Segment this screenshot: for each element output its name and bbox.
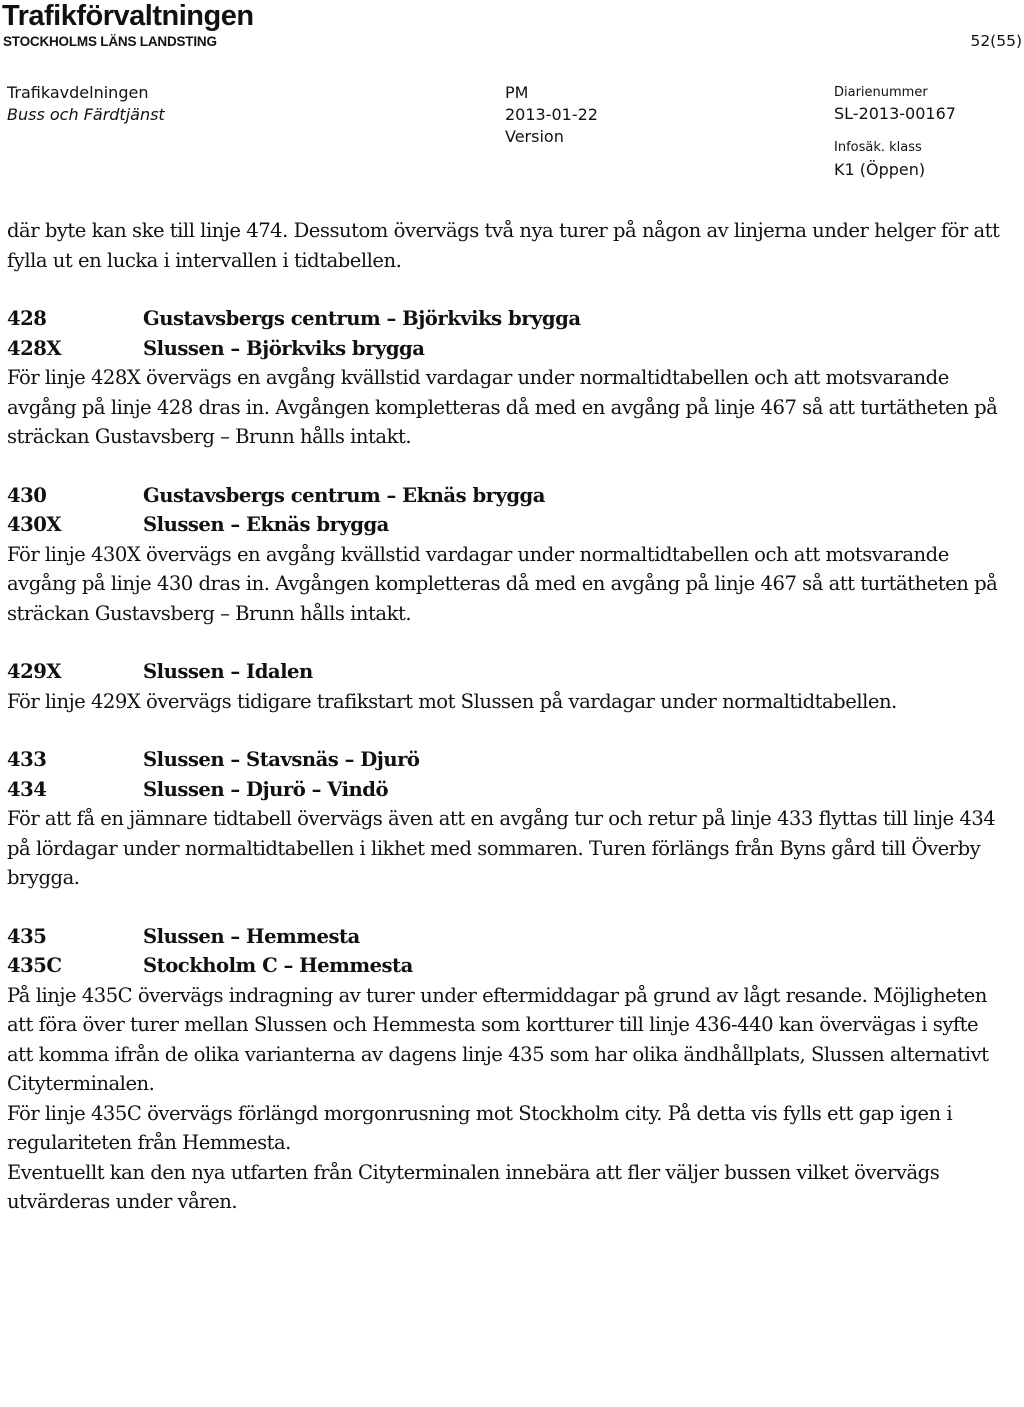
line-route: Slussen – Stavsnäs – Djurö: [143, 748, 420, 771]
line-route: Gustavsbergs centrum – Eknäs brygga: [143, 483, 545, 507]
department-name: Trafikavdelningen: [7, 83, 149, 102]
section-paragraph: För linje 428X övervägs en avgång kvällstid vardagar under normaltidtabellen och att motsvarande avgång på linje 428 dras in. Avgången kompletteras då med en avgång på linje 467 så att turtätheten på sträckan Gustavsberg – Brunn hålls intakt.: [7, 366, 998, 448]
route-section-430: [7, 481, 1007, 629]
line-number: 430: [7, 483, 47, 507]
line-route: Slussen – Idalen: [143, 660, 313, 683]
line-route: Slussen – Björkviks brygga: [143, 336, 425, 360]
line-route: Slussen – Eknäs brygga: [143, 513, 389, 536]
section-paragraph: För linje 430X övervägs en avgång kvällstid vardagar under normaltidtabellen och att motsvarande avgång på linje 430 dras in. Avgången kompletteras då med en avgång på linje 467 så att turtätheten på sträckan Gustavsberg – Brunn hålls intakt.: [7, 542, 998, 625]
diarie-value: SL-2013-00167: [834, 104, 956, 123]
route-line: [7, 775, 1007, 805]
line-number: 430X: [7, 513, 62, 536]
diarie-label: Diarienummer: [834, 85, 928, 100]
doc-version-label: Version: [505, 127, 564, 146]
route-line: [7, 951, 1007, 981]
route-line: [7, 304, 1007, 334]
line-number: 433: [7, 748, 47, 771]
route-section-433: [7, 745, 1007, 893]
department-block: [7, 82, 165, 126]
route-line: [7, 745, 1007, 775]
section-paragraph: För linje 435C övervägs förlängd morgonrusning mot Stockholm city. På detta vis fylls ett gap igen i regulariteten från Hemmesta.: [7, 1101, 953, 1154]
section-paragraph: Eventuellt kan den nya utfarten från Cityterminalen innebära att fler väljer bussen vilket övervägs utvärderas under våren.: [7, 1160, 940, 1213]
section-paragraph: För att få en jämnare tidtabell övervägs även att en avgång tur och retur på linje 433 flyttas till linje 434 på lördagar under normaltidtabellen i likhet med sommaren. Turen förlängs från Byns gård till Överby brygga.: [7, 807, 996, 889]
line-number: 435C: [7, 954, 62, 977]
line-route: Gustavsbergs centrum – Björkviks brygga: [143, 307, 581, 330]
route-section-435: [7, 922, 1007, 1217]
page-number: 52(55): [970, 32, 1022, 50]
route-section-429x: [7, 657, 1007, 716]
unit-name: Buss och Färdtjänst: [7, 105, 165, 124]
route-line: [7, 657, 1007, 687]
line-number: 434: [7, 777, 47, 801]
route-section-428: [7, 304, 1007, 452]
line-route: Slussen – Djurö – Vindö: [143, 777, 389, 801]
doc-date: 2013-01-22: [505, 105, 598, 124]
line-number: 428: [7, 307, 47, 330]
line-number: 428X: [7, 336, 62, 360]
intro-paragraph: där byte kan ske till linje 474. Dessutom övervägs två nya turer på någon av linjerna under helger för att fylla ut en lucka i intervallen i tidtabellen.: [7, 219, 1000, 272]
infosak-label: Infosäk. klass: [834, 140, 922, 155]
document-body: [7, 216, 1007, 1217]
line-number: 429X: [7, 660, 62, 683]
route-line: [7, 922, 1007, 952]
doc-type: PM: [505, 83, 529, 102]
line-route: Stockholm C – Hemmesta: [143, 954, 413, 977]
route-line: [7, 510, 1007, 540]
registry-block: [834, 84, 956, 181]
section-paragraph: På linje 435C övervägs indragning av turer under eftermiddagar på grund av lågt resande. Möjligheten att föra över turer mellan Slussen och Hemmesta som kortturer till linje 436-440 kan övervägas i syfte att komma ifrån de olika varianterna av dagens linje 435 som har olika ändhållplats, Slussen alternativt Cityterminalen.: [7, 983, 989, 1095]
org-logo-title: Trafikförvaltningen: [2, 0, 254, 32]
org-logo-subtitle: STOCKHOLMS LÄNS LANDSTING: [3, 34, 217, 49]
route-line: [7, 481, 1007, 511]
section-paragraph: För linje 429X övervägs tidigare trafikstart mot Slussen på vardagar under normaltidtabellen.: [7, 689, 897, 713]
line-number: 435: [7, 924, 47, 948]
infosak-value: K1 (Öppen): [834, 160, 926, 179]
line-route: Slussen – Hemmesta: [143, 924, 360, 948]
doc-meta-block: [505, 82, 598, 148]
route-line: [7, 334, 1007, 364]
